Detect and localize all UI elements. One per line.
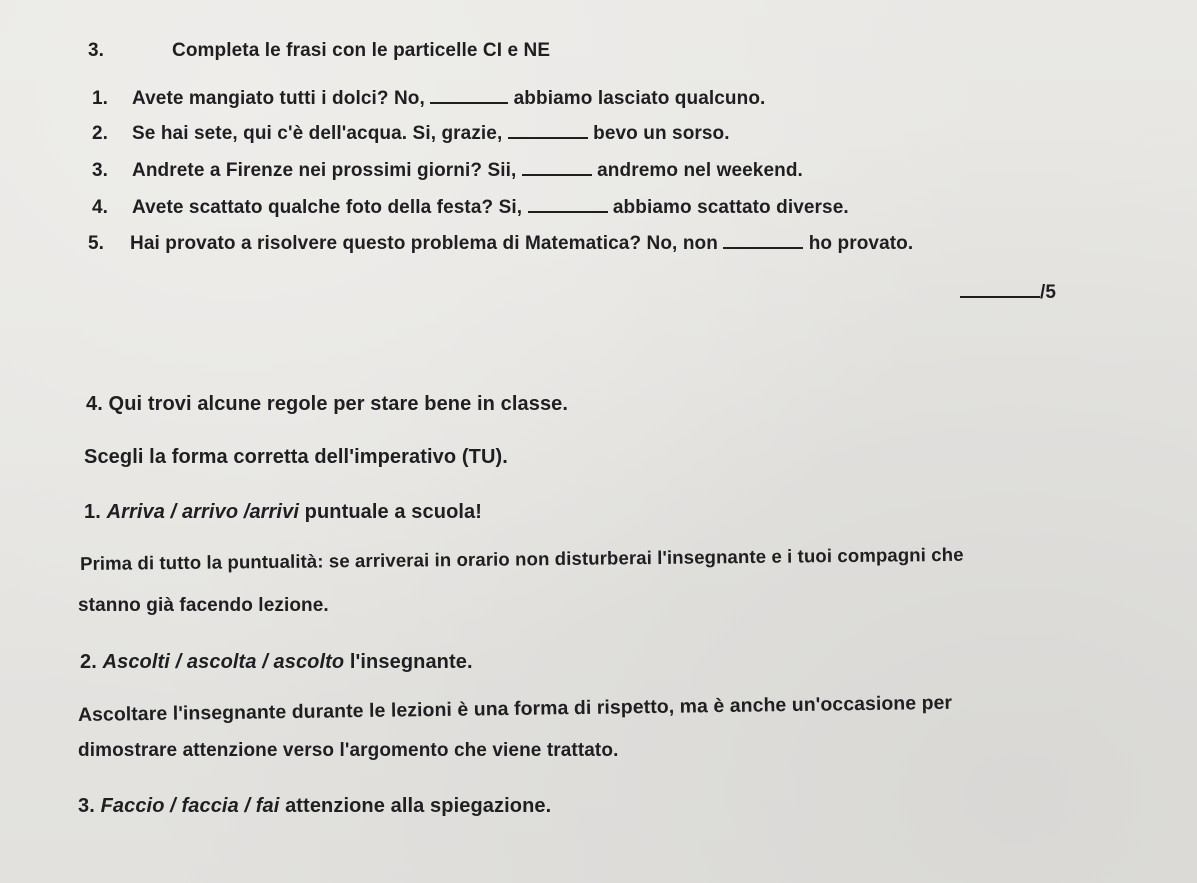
- score-total: /5: [1040, 282, 1057, 303]
- rule-2-explanation-line-1: Ascoltare l'insegnante durante le lezioni è una forma di rispetto, ma è anche un'occasione per: [77, 691, 953, 726]
- item-text-after: ho provato.: [803, 233, 914, 254]
- answer-blank-1[interactable]: [430, 86, 508, 104]
- rule-1-explanation-line-2: stanno già facendo lezione.: [78, 595, 329, 616]
- rule-number: 3.: [78, 795, 95, 817]
- exercise-3-title: Completa le frasi con le particelle CI e NE: [172, 40, 551, 61]
- answer-blank-4[interactable]: [528, 195, 608, 213]
- item-text-before: Hai provato a risolvere questo problema di Matematica? No, non: [130, 233, 724, 254]
- rule-2-explanation-line-2: dimostrare attenzione verso l'argomento che viene trattato.: [78, 740, 619, 761]
- rule-rest: puntuale a scuola!: [298, 501, 483, 523]
- exercise-3-item-3: [92, 158, 803, 182]
- rule-1-explanation-line-1: Prima di tutto la puntualità: se arriverai in orario non disturberai l'insegnante e i tuoi compagni che: [79, 543, 964, 574]
- exercise-3-number: 3.: [88, 40, 105, 61]
- item-text-after: bevo un sorso.: [587, 123, 730, 144]
- exercise-4-title: 4. Qui trovi alcune regole per stare bene in classe.: [86, 393, 569, 415]
- rule-rest: l'insegnante.: [344, 651, 473, 673]
- item-text-before: Avete scattato qualche foto della festa? Si,: [132, 197, 528, 218]
- exercise-4-instruction: Scegli la forma corretta dell'imperativo (TU).: [84, 446, 508, 468]
- item-text-before: Avete mangiato tutti i dolci? No,: [132, 88, 431, 109]
- item-number: 4.: [92, 197, 109, 218]
- exercise-3-item-5: [88, 231, 913, 255]
- rule-2-sentence: [80, 651, 473, 674]
- rule-3-sentence: [78, 795, 551, 818]
- answer-blank-2[interactable]: [508, 121, 588, 139]
- score-blank[interactable]: [960, 280, 1040, 298]
- rule-options[interactable]: Ascolti / ascolta / ascolto: [102, 651, 345, 673]
- item-number: 5.: [88, 233, 105, 254]
- rule-rest: attenzione alla spiegazione.: [279, 795, 552, 817]
- item-text-after: abbiamo lasciato qualcuno.: [508, 88, 766, 109]
- item-text-after: andremo nel weekend.: [591, 160, 803, 181]
- rule-options[interactable]: Arriva / arrivo /arrivi: [106, 501, 299, 523]
- exercise-3-item-4: [92, 195, 849, 219]
- rule-number: 2.: [80, 651, 97, 673]
- item-text-before: Andrete a Firenze nei prossimi giorni? Sii,: [132, 160, 522, 181]
- item-number: 3.: [92, 160, 109, 181]
- exercise-3-item-1: [92, 86, 765, 110]
- rule-1-sentence: [84, 501, 482, 524]
- item-number: 2.: [92, 123, 109, 144]
- rule-options[interactable]: Faccio / faccia / fai: [100, 795, 280, 817]
- item-number: 1.: [92, 88, 109, 109]
- item-text-after: abbiamo scattato diverse.: [607, 197, 849, 218]
- exercise-3-score: [960, 280, 1056, 304]
- answer-blank-5[interactable]: [723, 231, 803, 249]
- rule-number: 1.: [84, 501, 101, 523]
- exercise-3-item-2: [92, 121, 730, 145]
- answer-blank-3[interactable]: [522, 158, 592, 176]
- item-text-before: Se hai sete, qui c'è dell'acqua. Si, grazie,: [132, 123, 508, 144]
